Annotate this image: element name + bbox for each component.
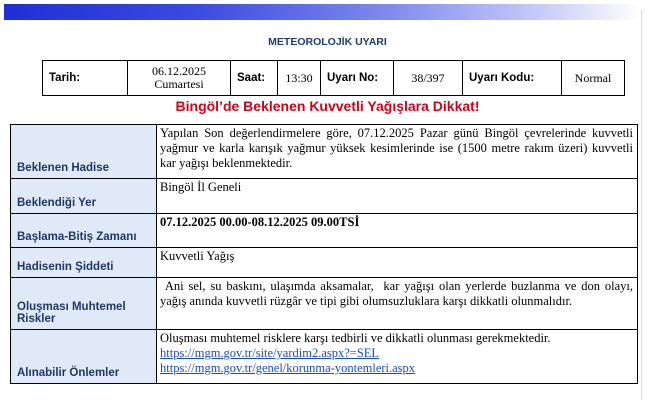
place-label: Beklendiği Yer [11,179,157,214]
severity-text: Kuvvetli Yağış [157,248,638,278]
date-label: Tarih: [43,61,128,96]
safety-link-flood[interactable]: https://mgm.gov.tr/site/yardim2.aspx?=SEL [160,346,380,360]
warning-details-table [10,124,638,384]
warning-headline: Bingöl’de Beklenen Kuvvetli Yağışlara Dikkat! [175,98,480,114]
table-row [11,330,638,384]
table-row [11,248,638,278]
place-text: Bingöl İl Geneli [157,179,638,214]
time-value: 13:30 [278,61,321,96]
date-value: 06.12.2025 [152,64,206,78]
header-gradient-bar [4,4,640,20]
table-row [11,125,638,179]
warning-code-value: Normal [562,61,625,96]
document-title: METEOROLOJİK UYARI [268,36,387,48]
severity-label: Hadisenin Şiddeti [11,248,157,278]
safety-link-protection[interactable]: https://mgm.gov.tr/genel/korunma-yontemleri.aspx [160,361,416,375]
time-label: Saat: [231,61,278,96]
measures-label: Alınabilir Önlemler [11,330,157,384]
table-row [11,179,638,214]
warning-no-value: 38/397 [394,61,463,96]
table-row [11,214,638,248]
warning-info-table [42,60,625,96]
table-row [11,278,638,330]
warning-no-label: Uyarı No: [321,61,394,96]
risks-label: Oluşması Muhtemel Riskler [11,278,157,330]
period-text: 07.12.2025 00.00-08.12.2025 09.00TSİ [157,214,638,248]
warning-code-label: Uyarı Kodu: [463,61,562,96]
event-label: Beklenen Hadise [11,125,157,179]
measures-text: Oluşması muhtemel risklere karşı tedbirli ve dikkatli olunması gerekmektedir. [160,331,551,345]
day-value: Cumartesi [154,77,204,91]
period-label: Başlama-Bitiş Zamanı [11,214,157,248]
measures-cell [157,330,638,384]
event-text: Yapılan Son değerlendirmelere göre, 07.12.2025 Pazar günü Bingöl çevrelerinde kuvvetli yağmur ve karla karışık yağmur yüksek kesimlerinde ise (1500 metre rakım üzeri) kuvvetli kar yağışı beklenmektedir. [157,125,638,179]
page-edge-line [641,10,642,400]
risks-text: Ani sel, su baskını, ulaşımda aksamalar, kar yağışı olan yerlerde buzlanma ve don olayı, yağış anında kuvvetli rüzgâr ve tipi gibi olumsuzluklara karşı dikkatli olunmalıdır. [157,278,638,330]
date-cell [128,61,231,96]
